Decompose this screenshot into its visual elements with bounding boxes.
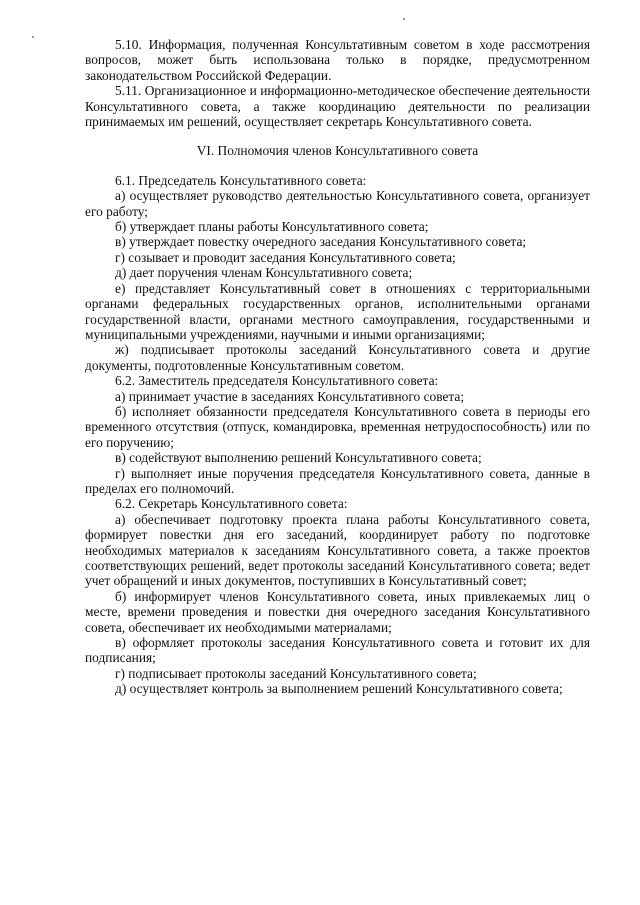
list-item: а) обеспечивает подготовку проекта плана работы Консультативного совета, формирует повестки дня его заседаний, координирует работу по подготовке необходимых материалов к заседаниям Консультативного совета, а также проектов соответствующих решений, ведет протоколы заседаний Консультативного совета; ведет учет обращений и иных документов, поступивших в Консультативный совет; — [85, 511, 590, 589]
list-item: ж) подписывает протоколы заседаний Консультативного совета и другие документы, подготовленные Консультативным советом. — [85, 342, 590, 373]
scan-speck — [32, 36, 34, 38]
list-item: б) утверждает планы работы Консультативного совета; — [115, 219, 429, 235]
list-item: а) осуществляет руководство деятельностью Консультативного совета, организует его работу; — [85, 188, 590, 219]
scan-speck — [403, 18, 405, 20]
document-body — [85, 37, 590, 697]
list-item: е) представляет Консультативный совет в отношениях с территориальными органами федеральных государственных органов, исполнительными органами государственной власти, органами местного самоуправления, государственными и муниципальными учреждениями, научными и иными организациями; — [85, 280, 590, 342]
paragraph-6-2-deputy: 6.2. Заместитель председателя Консультативного совета: — [115, 373, 439, 389]
paragraph-6-2-secretary: 6.2. Секретарь Консультативного совета: — [115, 496, 348, 512]
list-item: в) содействуют выполнению решений Консультативного совета; — [115, 450, 482, 466]
list-item: б) исполняет обязанности председателя Консультативного совета в периоды его временного отсутствия (отпуск, командировка, временная нетрудоспособность) или по его поручению; — [85, 403, 590, 450]
list-item: б) информирует членов Консультативного совета, иных привлекаемых лиц о месте, времени проведения и повестки дня очередного заседания Консультативного совета, обеспечивает их необходимыми материалами; — [85, 588, 590, 635]
list-item: в) утверждает повестку очередного заседания Консультативного совета; — [115, 234, 527, 250]
list-item: г) подписывает протоколы заседаний Консультативного совета; — [115, 665, 477, 681]
section-title: VI. Полномочия членов Консультативного совета — [196, 143, 479, 159]
list-item: д) осуществляет контроль за выполнением решений Консультативного совета; — [115, 681, 563, 697]
list-item: а) принимает участие в заседаниях Консультативного совета; — [115, 388, 465, 404]
paragraph-5-11: 5.11. Организационное и информационно-методическое обеспечение деятельности Консультативного совета, а также координацию деятельности по реализации принимаемых им решений, осуществляет секретарь Консультативного совета. — [85, 83, 590, 130]
paragraph-6-1: 6.1. Председатель Консультативного совета: — [115, 172, 367, 188]
list-item: д) дает поручения членам Консультативного совета; — [115, 265, 413, 281]
list-item: г) созывает и проводит заседания Консультативного совета; — [115, 249, 456, 265]
list-item: г) выполняет иные поручения председателя Консультативного совета, данные в пределах его полномочий. — [85, 465, 590, 496]
list-item: в) оформляет протоколы заседания Консультативного совета и готовит их для подписания; — [85, 635, 590, 666]
paragraph-5-10: 5.10. Информация, полученная Консультативным советом в ходе рассмотрения вопросов, может быть использована только в порядке, предусмотренном законодательством Российской Федерации. — [85, 37, 590, 83]
